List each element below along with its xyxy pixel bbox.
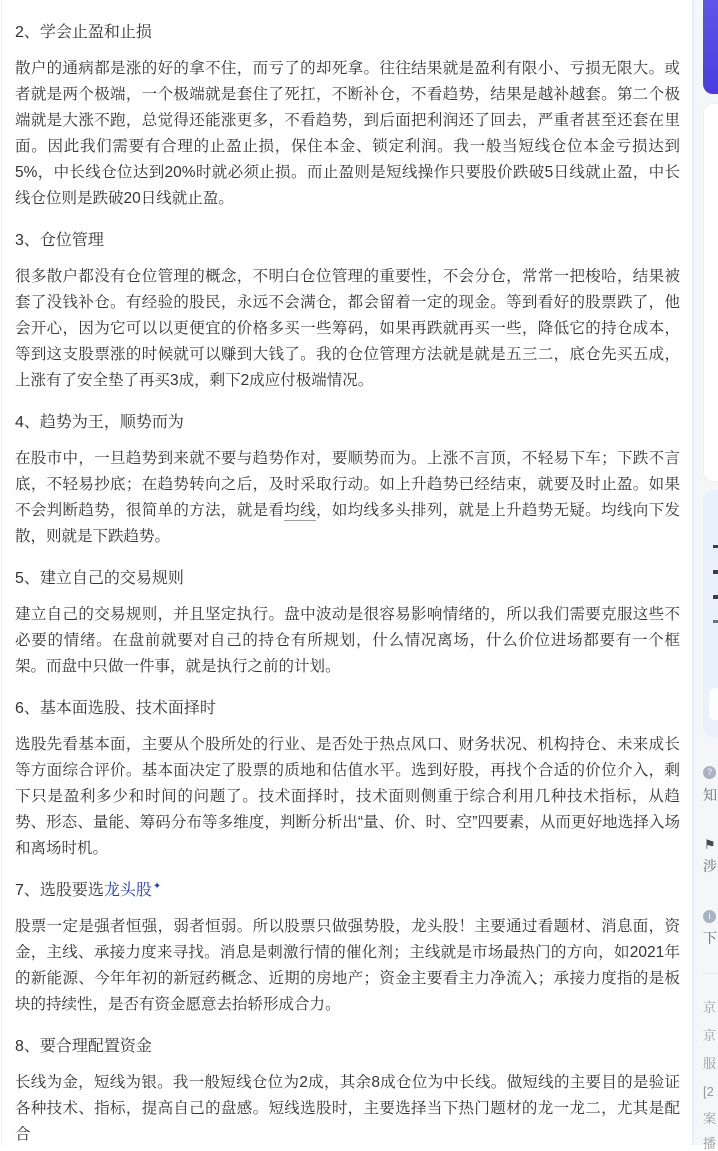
footer-link-xia[interactable]: 下 xyxy=(703,930,717,946)
entity-term-junxian[interactable]: 均线 xyxy=(284,502,316,519)
clipped-content-fragment xyxy=(713,545,718,548)
section-heading-6: 6、基本面选股、技术面择时 xyxy=(15,700,216,717)
sidebar-white-card xyxy=(703,103,718,482)
section-body-8: 长线为金，短线为银。我一般短线仓位为2成，其余8成仓位为中长线。做短线的主要目的是验证各种技术、指标，提高自己的盘感。短线选股时，主要选择当下热门题材的龙一龙二，尤其是配合 xyxy=(15,1074,680,1143)
footer-info-line: 案 xyxy=(703,1111,717,1126)
section-heading-2: 2、学会止盈和止损 xyxy=(15,24,152,41)
section-heading-4: 4、趋势为王，顺势而为 xyxy=(15,414,184,431)
footer-divider xyxy=(703,973,718,974)
section-body-4-after: ，如均线多头排列，就是上升趋势无疑。均线向下发散，则就是下跌趋势。 xyxy=(15,502,680,545)
entity-star-icon: ✦ xyxy=(152,880,162,892)
section-heading-8: 8、要合理配置资金 xyxy=(15,1038,152,1055)
content-left-border xyxy=(1,0,2,1145)
right-sidebar-clipped xyxy=(692,0,718,1151)
entity-link-longtougu[interactable]: 龙头股 xyxy=(103,882,152,899)
sidebar-promo-banner[interactable] xyxy=(703,0,718,94)
footer-info-line: 服 xyxy=(703,1056,717,1071)
footer-info-line: 京 xyxy=(703,1000,717,1015)
footer-info-line: 播 xyxy=(703,1136,717,1151)
section-body-5: 建立自己的交易规则，并且坚定执行。盘中波动是很容易影响情绪的，所以我们需要克服这些不必要的情绪。在盘前就要对自己的持仓有所规划，什么情况离场，什么价位进场都要有一个框架。而盘中只做一件事，就是执行之前的计划。 xyxy=(15,606,680,675)
footer-link-zhidao[interactable]: 知 xyxy=(703,787,717,803)
footer-info-line: 京 xyxy=(703,1028,717,1043)
section-body-7: 股票一定是强者恒强，弱者恒弱。所以股票只做强势股，龙头股！主要通过看题材、消息面，资金，主线、承接力度来寻找。消息是刺激行情的催化剂；主线就是市场最热门的方向，如2021年的新能源、今年年初的新冠药概念、近期的房地产；资金主要看主力净流入；承接力度指的是板块的持续性，是否有资金愿意去抬轿形成合力。 xyxy=(15,918,680,1013)
answer-article xyxy=(15,0,680,1148)
footer-info-line: [2 xyxy=(703,1084,714,1099)
clipped-content-fragment xyxy=(713,595,718,599)
sidebar-recommend-card xyxy=(703,490,718,737)
section-body-4 xyxy=(15,446,680,550)
help-question-icon[interactable]: ? xyxy=(703,766,716,779)
section-heading-5: 5、建立自己的交易规则 xyxy=(15,570,184,587)
section-body-6: 选股先看基本面，主要从个股所处的行业、是否处于热点风口、财务状况、机构持仓、未来成长等方面综合评价。基本面决定了股票的质地和估值水平。选到好股，再找个合适的价位介入，剩下只是盈利多少和时间的问题了。技术面择时，技术面则侧重于综合利用几种技术指标，从趋势、形态、量能、筹码分布等多维度，判断分析出“量、价、时、空”四要素，从而更好地选择入场和离场时机。 xyxy=(15,736,680,857)
info-circle-icon[interactable]: i xyxy=(703,910,716,923)
clipped-button-fragment[interactable] xyxy=(709,688,718,720)
section-body-2: 散户的通病都是涨的好的拿不住，而亏了的却死拿。往往结果就是盈利有限小、亏损无限大。或者就是两个极端，一个极端就是套住了死扛，不断补仓，不看趋势，结果是越补越套。第二个极端就是大涨不跑，总觉得还能涨更多，不看趋势，到后面把利润还了回去，严重者甚至还套在里面。因此我们需要有合理的止盈止损，保住本金、锁定利润。我一般当短线仓位本金亏损达到5%，中长线仓位达到20%时就必须止损。而止盈则是短线操作只要股价跌破5日线就止盈，中长线仓位则是跌破20日线就止盈。 xyxy=(15,60,680,207)
clipped-content-fragment xyxy=(713,620,718,623)
section-body-4-before: 在股市中，一旦趋势到来就不要与趋势作对，要顺势而为。上涨不言顶，不轻易下车；下跌不言底，不轻易抄底；在趋势转向之后，及时采取行动。如上升趋势已经结束，就要及时止盈。如果不会判断趋势，很简单的方法，就是看 xyxy=(15,450,680,519)
clipped-content-fragment xyxy=(713,570,718,574)
section-heading-7-prefix: 7、选股要选 xyxy=(15,882,104,899)
section-heading-7 xyxy=(15,880,680,902)
report-flag-icon[interactable]: ⚑ xyxy=(704,837,716,852)
footer-link-she[interactable]: 涉 xyxy=(703,858,717,874)
section-body-3: 很多散户都没有仓位管理的概念，不明白仓位管理的重要性，不会分仓，常常一把梭哈，结果被套了没钱补仓。有经验的股民，永远不会满仓，都会留着一定的现金。等到看好的股票跌了，他会开心，因为它可以以更便宜的价格多买一些筹码，如果再跌就再买一些，降低它的持仓成本，等到这支股票涨的时候就可以赚到大钱了。我的仓位管理方法就是就是五三二，底仓先买五成，上涨有了安全垫了再买3成，剩下2成应付极端情况。 xyxy=(15,268,680,389)
section-heading-3: 3、仓位管理 xyxy=(15,232,104,249)
